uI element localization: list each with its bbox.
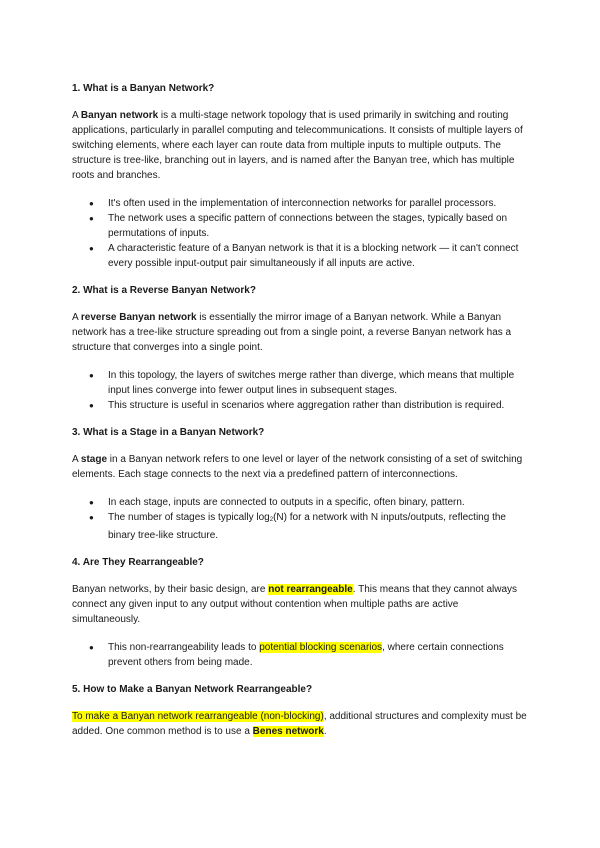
section-1-paragraph	[72, 108, 528, 183]
list-item	[108, 510, 528, 543]
list-item: ● In this topology, the layers of switches merge rather than diverge, which means that multiple input lines converge into fewer output lines in subsequent stages.	[108, 368, 528, 398]
text-run: in a Banyan network refers to one level or layer of the network consisting of a set of switching elements. Each stage connects to the next via a predefined pattern of interconnections.	[72, 454, 523, 480]
bold-term: stage	[80, 454, 108, 465]
list-item	[108, 640, 528, 670]
section-5-heading: 5. How to Make a Banyan Network Rearrangeable?	[72, 684, 313, 695]
list-item: ● It's often used in the implementation of interconnection networks for parallel processors.	[108, 196, 528, 211]
text-run: is essentially the mirror image of a Banyan network. While a Banyan network has a tree-like structure spreading out from a single point, a reverse Banyan network has a structure that converges into a single point.	[72, 312, 512, 353]
section-3-paragraph	[72, 452, 528, 482]
highlighted-bold-term: Benes network	[252, 726, 324, 737]
text-run: , where certain connections prevent others from being made.	[108, 642, 504, 668]
text-run: The number of stages is typically log	[108, 512, 270, 523]
bold-term: reverse Banyan network	[80, 312, 197, 323]
subscript: 2	[269, 517, 274, 523]
text-run: A	[72, 312, 81, 323]
text-run: A	[72, 454, 81, 465]
document-page	[72, 82, 528, 752]
list-item: ● The network uses a specific pattern of connections between the stages, typically based on permutations of inputs.	[108, 211, 528, 241]
list-item: ● In each stage, inputs are connected to outputs in a specific, often binary, pattern.	[108, 495, 528, 510]
text-run: , additional structures and complexity must be added. One common method is to use a	[72, 711, 527, 737]
highlighted-text: potential blocking scenarios	[259, 642, 383, 653]
text-run: A	[72, 110, 81, 121]
list-item: ● This structure is useful in scenarios where aggregation rather than distribution is required.	[108, 398, 528, 413]
text-run: .	[323, 726, 327, 737]
section-1-heading: 1. What is a Banyan Network?	[72, 83, 215, 94]
section-2-heading: 2. What is a Reverse Banyan Network?	[72, 285, 256, 296]
text-run: Banyan networks, by their basic design, are	[72, 584, 269, 595]
section-4-bullets	[72, 640, 528, 670]
section-2-bullets	[72, 368, 528, 413]
text-run: (N) for a network with N inputs/outputs, reflecting the binary tree-like structure.	[108, 512, 506, 541]
section-3-bullets	[72, 495, 528, 543]
text-run: This non-rearrangeability leads to	[108, 642, 260, 653]
bold-term: Banyan network	[80, 110, 159, 121]
list-item: ● A characteristic feature of a Banyan network is that it is a blocking network — it can't connect every possible input-output pair simultaneously if all inputs are active.	[108, 241, 528, 271]
highlighted-text: To make a Banyan network rearrangeable (non-blocking)	[72, 711, 324, 722]
section-2-paragraph	[72, 310, 528, 355]
text-run: . This means that they cannot always connect any given input to any output without contention when multiple paths are active simultaneously.	[72, 584, 518, 625]
section-1-bullets	[72, 196, 528, 271]
section-5-paragraph	[72, 709, 528, 739]
section-4-heading: 4. Are They Rearrangeable?	[72, 557, 204, 568]
text-run: is a multi-stage network topology that is used primarily in switching and routing applications, particularly in parallel computing and telecommunications. It consists of multiple layers of switching elements, where each layer can route data from multiple inputs to multiple outputs. The structure is tree-like, branching out in layers, and is named after the Banyan tree, which has multiple roots and branches.	[72, 110, 523, 181]
highlighted-bold-term: not rearrangeable	[268, 584, 353, 595]
section-3-heading: 3. What is a Stage in a Banyan Network?	[72, 427, 265, 438]
section-4-paragraph	[72, 582, 528, 627]
